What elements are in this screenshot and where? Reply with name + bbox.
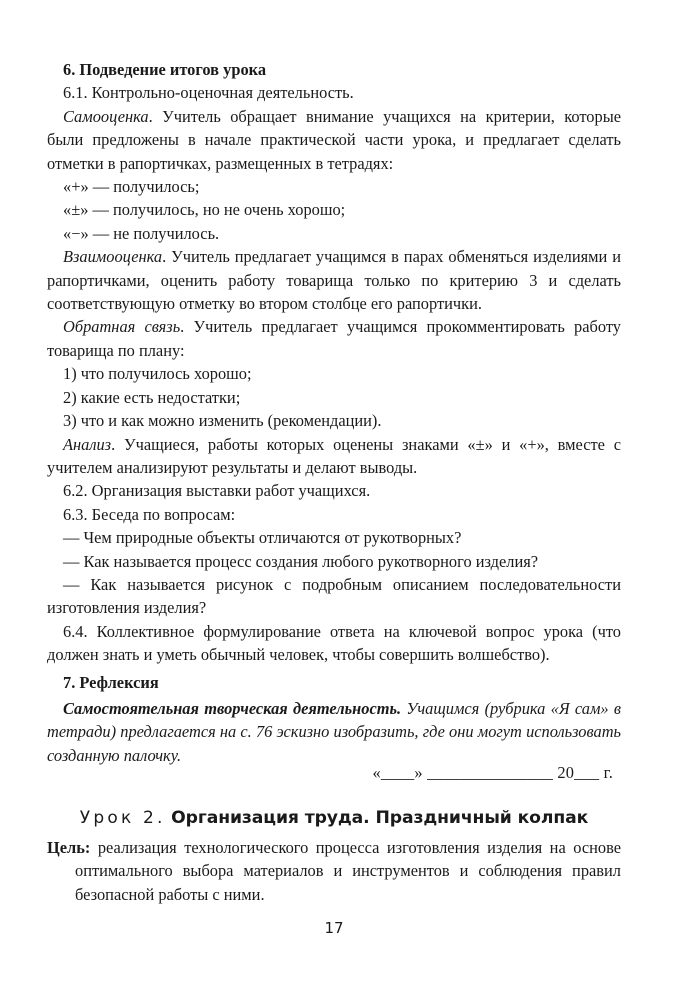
section-7-heading: 7. Рефлексия: [63, 672, 159, 692]
lesson-number-label: Урок 2.: [79, 808, 166, 828]
feedback-plan-item-3: 3) что и как можно изменить (рекомендации).: [63, 411, 382, 431]
subsection-6-4-heading: 6.4. Коллективное формулирование ответа на ключевой вопрос урока (что должен знать и уметь обычный человек, чтобы совершить волшебство).: [47, 621, 621, 665]
creative-activity-paragraph: [47, 697, 621, 767]
lesson-goal-paragraph: [47, 836, 621, 906]
self-assessment-text: . Учитель обращает внимание учащихся на критерии, которые были предложены в начале практической части урока, и предлагает сделать отметки в рапортичках, размещенных в тетрадях:: [47, 106, 621, 173]
lesson-title: [47, 806, 621, 830]
analysis-text: . Учащиеся, работы которых оценены знаками «±» и «+», вместе с учителем анализируют результаты и делают выводы.: [47, 434, 621, 477]
self-assessment-term: Самооценка: [63, 106, 149, 126]
feedback-plan-item-1: 1) что получилось хорошо;: [63, 364, 252, 384]
date-blank-line: «____» _______________ 20___ г.: [372, 763, 613, 782]
lesson-goal-label: Цель:: [47, 838, 91, 857]
lesson-goal-text: реализация технологического процесса изготовления изделия на основе оптимального выбора материалов и инструментов и соблюдения правил безопасной работы с ними.: [75, 838, 621, 904]
subsection-6-2-heading: 6.2. Организация выставки работ учащихся.: [63, 481, 371, 501]
document-page: [47, 0, 621, 1000]
feedback-text: . Учитель предлагает учащимся прокомментировать работу товарища по плану:: [47, 317, 621, 360]
mark-item-plus: «+» — получилось;: [63, 177, 200, 197]
mark-item-plusminus: «±» — получилось, но не очень хорошо;: [63, 200, 346, 220]
peer-assessment-paragraph: [47, 245, 621, 315]
feedback-plan-item-2: 2) какие есть недостатки;: [63, 387, 241, 407]
subsection-6-3-heading: 6.3. Беседа по вопросам:: [63, 504, 236, 524]
creative-activity-term: Самостоятельная творческая деятельность.: [63, 698, 402, 718]
lesson-title-text: Организация труда. Праздничный колпак: [171, 808, 589, 828]
lesson-goal-block: [47, 836, 621, 906]
self-assessment-paragraph: [47, 105, 621, 175]
feedback-paragraph: [47, 315, 621, 362]
analysis-paragraph: [47, 433, 621, 480]
discussion-question-2: — Как называется процесс создания любого рукотворного изделия?: [63, 551, 539, 571]
creative-activity-text: Учащимся (рубрика «Я сам» в тетради) предлагается на с. 76 эскизно изобразить, где они могут использовать созданную палочку.: [47, 698, 621, 765]
page-number: 17: [324, 919, 344, 937]
page-body: [47, 58, 621, 767]
analysis-term: Анализ: [63, 434, 112, 454]
mark-item-minus: «−» — не получилось.: [63, 223, 220, 243]
peer-assessment-term: Взаимооценка: [63, 247, 163, 267]
feedback-term: Обратная связь: [63, 317, 181, 337]
subsection-6-1-heading: 6.1. Контрольно-оценочная деятельность.: [63, 83, 354, 103]
section-6-heading: 6. Подведение итогов урока: [63, 60, 267, 79]
discussion-question-3: — Как называется рисунок с подробным описанием последовательности изготовления изделия?: [47, 574, 621, 618]
peer-assessment-text: . Учитель предлагает учащимся в парах обменяться изделиями и рапортичками, оценить работу товарища только по критерию 3 и сделать соответствующую отметку во втором столбце его рапортички.: [47, 247, 621, 314]
discussion-question-1: — Чем природные объекты отличаются от рукотворных?: [63, 528, 462, 548]
